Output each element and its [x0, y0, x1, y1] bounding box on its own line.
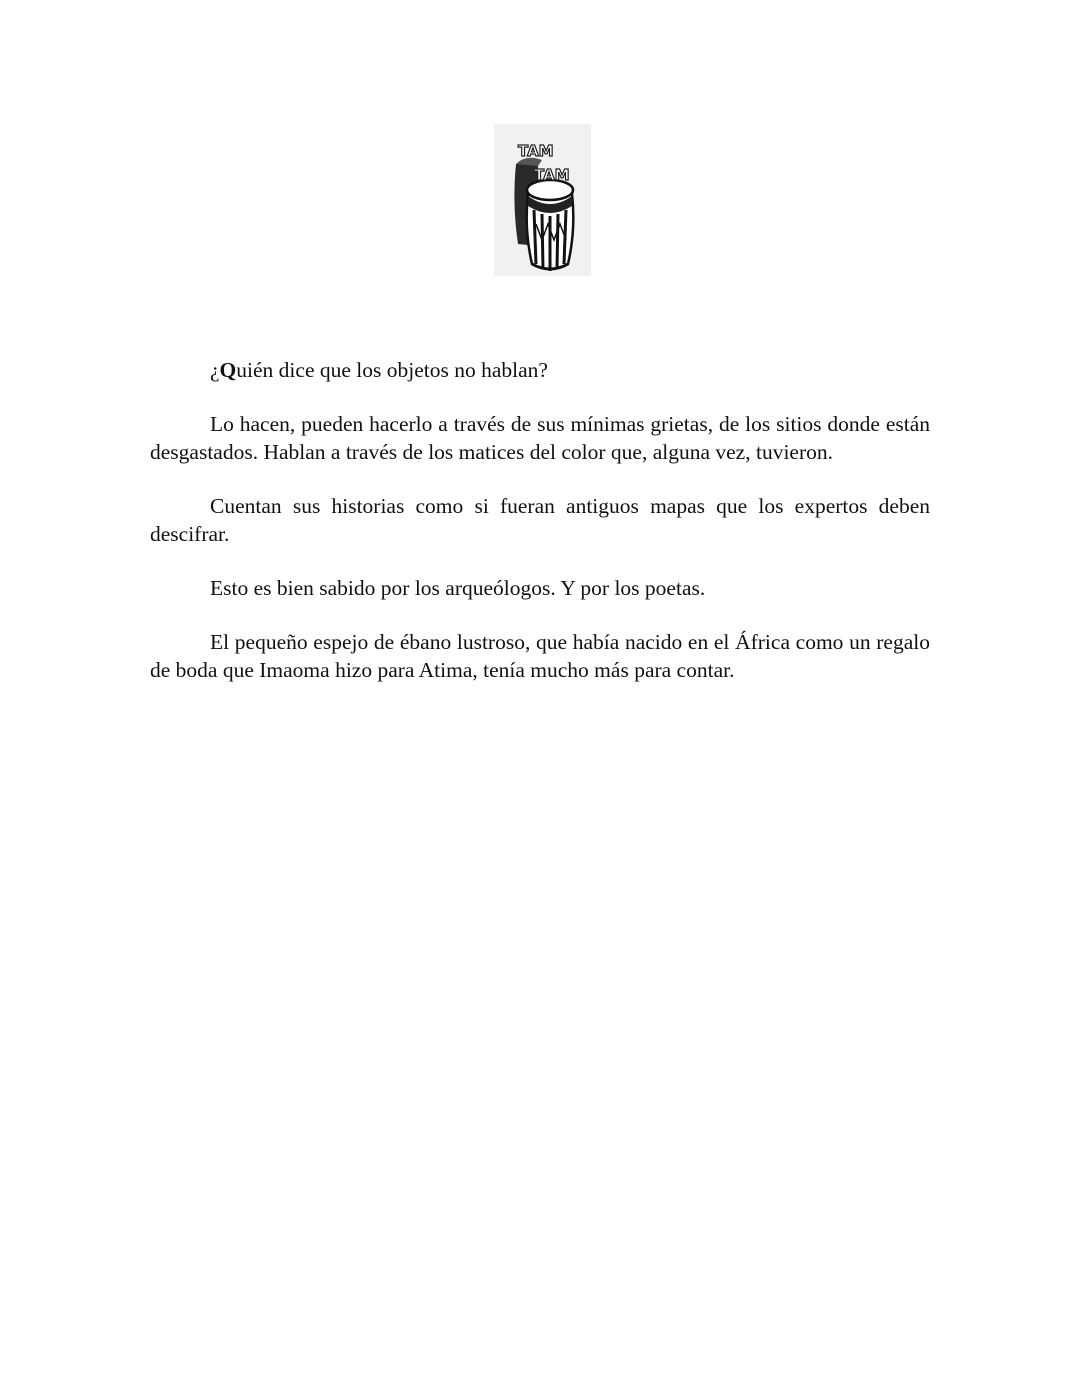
inverted-question-mark: ¿ — [210, 358, 220, 382]
paragraph-1 — [150, 356, 930, 384]
svg-text:TAM: TAM — [534, 166, 570, 184]
paragraph-2: Lo hacen, pueden hacerlo a través de sus mínimas grietas, de los sitios donde están desgastados. Hablan a través de los matices del color que, alguna vez, tuvieron. — [150, 412, 930, 464]
paragraph-1-text: uién dice que los objetos no hablan? — [236, 358, 548, 382]
svg-text:TAM: TAM — [518, 142, 554, 160]
paragraph-3: Cuentan sus historias como si fueran antiguos mapas que los expertos deben descifrar. — [150, 494, 930, 546]
paragraph-4: Esto es bien sabido por los arqueólogos. Y por los poetas. — [210, 576, 706, 600]
tam-tam-drums-icon — [494, 124, 591, 276]
bold-initial-letter: Q — [219, 358, 237, 382]
paragraph-5: El pequeño espejo de ébano lustroso, que había nacido en el África como un regalo de boda que Imaoma hizo para Atima, tenía mucho más para contar. — [150, 630, 930, 682]
tam-tam-drums-illustration — [494, 124, 591, 276]
document-body — [150, 356, 930, 710]
